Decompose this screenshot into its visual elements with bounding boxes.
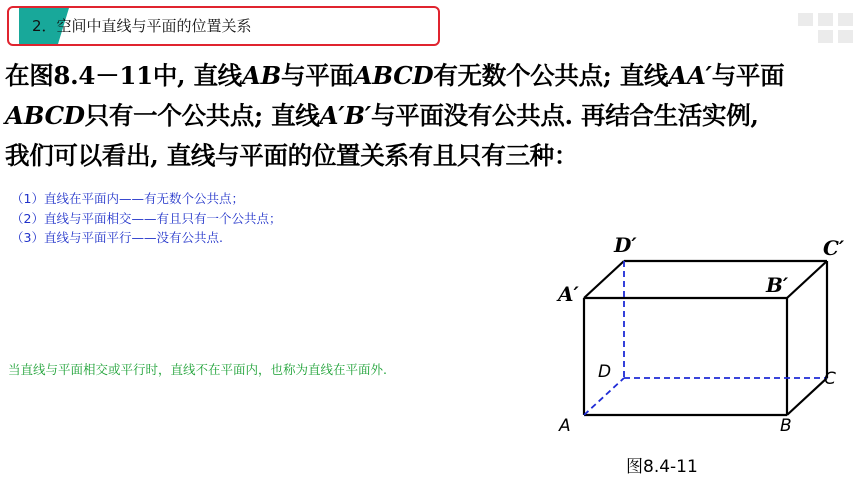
figure-caption: 图8.4-11	[626, 457, 698, 477]
label-d-prime: D′	[614, 233, 637, 257]
decor-square	[838, 13, 853, 26]
plane-abcd: ABCD	[5, 101, 85, 130]
text-run: 与平面	[711, 61, 785, 90]
line-aa-prime: AA′	[668, 61, 712, 90]
label-a: A	[559, 416, 571, 436]
figure-reference: 8.4－11	[53, 61, 153, 90]
list-item: （1）直线在平面内——有无数个公共点；	[11, 191, 244, 206]
hidden-edge-a-d	[584, 378, 624, 415]
decor-square	[818, 13, 833, 26]
text-run: 我们可以看出, 直线与平面的位置关系有且只有三种：	[5, 141, 579, 170]
line-a-prime-b-prime: A′B′	[319, 101, 371, 130]
label-d: D	[598, 362, 612, 382]
label-a-prime: A′	[558, 282, 579, 306]
intro-paragraph	[5, 56, 857, 176]
list-item: （2）直线与平面相交——有且只有一个公共点；	[11, 210, 282, 226]
decor-square	[798, 13, 813, 26]
decor-square	[818, 30, 833, 43]
green-note: 当直线与平面相交或平行时，直线不在平面内，也称为直线在平面外.	[8, 362, 387, 377]
edge-b-prime-c-prime	[787, 261, 827, 298]
text-run: 中, 直线	[152, 61, 242, 90]
text-run: 与平面	[281, 61, 354, 90]
label-b: B	[780, 416, 792, 436]
section-title: 2．空间中直线与平面的位置关系	[32, 17, 252, 35]
text-run: 在图	[5, 61, 54, 90]
line-ab: AB	[241, 61, 282, 90]
relation-list	[11, 189, 281, 248]
edge-a-prime-d-prime	[584, 261, 624, 298]
label-c: C	[824, 369, 836, 389]
text-run: 有无数个公共点; 直线	[433, 61, 669, 90]
text-run: 与平面没有公共点. 再结合生活实例,	[370, 101, 759, 130]
list-item: （3）直线与平面平行——没有公共点.	[11, 230, 223, 245]
label-c-prime: C′	[823, 236, 845, 260]
edge-b-c	[787, 378, 827, 415]
cuboid-figure	[540, 225, 850, 450]
label-b-prime: B′	[766, 273, 789, 297]
plane-abcd: ABCD	[353, 61, 434, 90]
text-run: 只有一个公共点; 直线	[84, 101, 320, 130]
decor-square	[838, 30, 853, 43]
